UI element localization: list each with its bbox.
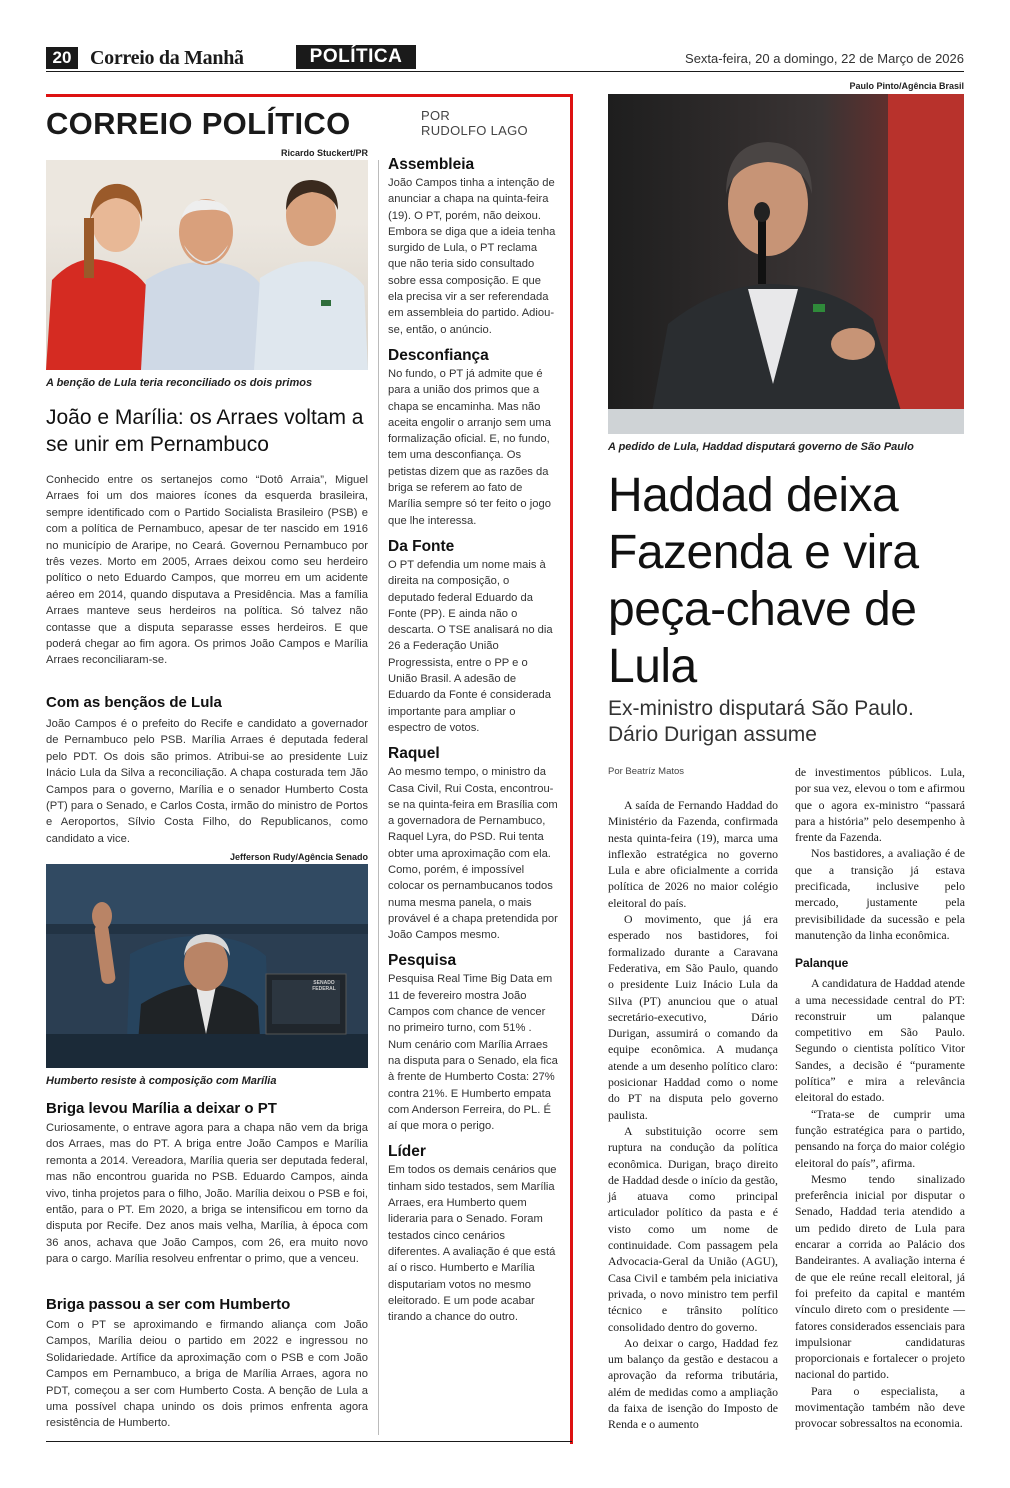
feature-headline: Haddad deixa Fazenda e vira peça-chave de Lula bbox=[608, 469, 919, 693]
photo2-credit: Jefferson Rudy/Agência Senado bbox=[229, 852, 368, 862]
paragraph: Nos bastidores, a avaliação é de que a transição já estava precificada, inclusive pelo mercado, justamente pela previsibilidade da sucessão e pela manutenção da linha econômica. bbox=[795, 846, 965, 942]
subhead-briga-humberto: Briga passou a ser com Humberto bbox=[46, 1296, 291, 1313]
subhead-briga-pt: Briga levou Marília a deixar o PT bbox=[46, 1100, 277, 1117]
main-intro: Conhecido entre os sertanejos como “Dotô Arraia”, Miguel Arraes foi um dos maiores ícones da esquerda brasileira, sempre identificado com o Partido Socialista Brasileiro (PSB) e com a política de Pernambuco, apesar de ter nascido em 1916 no município de Araripe, no Ceará. Governou Pernambuco por três vezes. Morto em 2005, Arraes deixou como seu herdeiro político o neto Eduardo Campos, que morreu em um acidente aéreo em 2014, quando disputava a Presidência. Mas a família Arraes manteve seus herdeiros na política. Só talvez não contasse que a disputa separasse esses herdeiros. E que poderá chegar ao fim agora. Os primos João Campos e Marília Arraes reconciliaram-se. bbox=[46, 474, 368, 667]
photo-humberto-senate bbox=[46, 864, 368, 1068]
column-byline bbox=[421, 108, 528, 138]
header-date: Sexta-feira, 20 a domingo, 22 de Março de 2026 bbox=[685, 51, 964, 66]
note-title: Desconfiança bbox=[388, 346, 489, 364]
paragraph: Para o especialista, a movimentação também não deve provocar sobressaltos na economia. bbox=[795, 1383, 965, 1431]
note-pesquisa bbox=[388, 951, 558, 1134]
text-briga-humberto: Com o PT se aproximando e firmando aliança com João Campos, Marília deiou o partido em 2022 e ingressou no Solidariedade. Artífice da aproximação com o PSB e com João Campos em Pernambuco, a briga de Marília Arraes, agora no PDT, começou a ser com Humberto Costa. A benção de Lula a uma possível chapa unindo os dois primos enfrenta agora resistência de Humberto. bbox=[46, 1319, 368, 1430]
senate-nameplate: SENADO FEDERAL bbox=[312, 980, 336, 992]
column-red-side-rule bbox=[570, 94, 573, 1444]
paragraph: Mesmo tendo sinalizado preferência inicial por disputar o Senado, Haddad teria atendido a um pedido direto de Lula para encarar a corrida ao Palácio dos Bandeirantes. A avaliação interna é de que ele reúne recall eleitoral, já foi prefeito da capital e mantém vínculo direto com o presidente — fatores considerados essenciais para impulsionar candidaturas proporcionais e fortalecer o projeto nacional do partido. bbox=[795, 1171, 966, 1382]
notes-column bbox=[388, 155, 558, 1325]
feature-byline: Por Beatríz Matos bbox=[608, 766, 685, 777]
note-title: Líder bbox=[388, 1143, 426, 1161]
feature-column-2 bbox=[795, 764, 965, 1432]
page-number: 20 bbox=[46, 47, 78, 69]
paragraph: O movimento, que já era esperado nos bastidores, foi formalizado durante a Caravana Federativa, em São Paulo, quando o presidente Luiz Inácio Lula da Silva (PT) anunciou que o atual secretário-executivo, Dário Durigan, assumirá o comando da equipe econômica. A mudança atende a um desenho político claro: posicionar Haddad como o nome do PT na disputa pelo governo paulista. bbox=[608, 912, 778, 1122]
photo-lula-and-cousins-illustration bbox=[46, 160, 368, 370]
photo-humberto-senate-illustration bbox=[46, 864, 368, 1068]
section-tag: POLÍTICA bbox=[296, 45, 416, 69]
note-assembleia bbox=[388, 155, 558, 338]
note-raquel bbox=[388, 744, 558, 943]
column-title: CORREIO POLÍTICO bbox=[46, 106, 351, 141]
paragraph: Ao deixar o cargo, Haddad fez um balanço da gestão e destacou a aprovação da reforma tributária, além de medidas como a ampliação da faixa de isenção do Imposto de Renda e o aumento bbox=[608, 1335, 778, 1432]
feature-column-1 bbox=[608, 797, 778, 1433]
paragraph: A saída de Fernando Haddad do Ministério da Fazenda, confirmada nesta quinta-feira (19), marca uma inflexão estratégica no governo Lula e abre oficialmente a corrida política de 2026 no maior colégio eleitoral do país. bbox=[608, 798, 778, 910]
note-title: Assembleia bbox=[388, 156, 475, 173]
note-da-fonte bbox=[388, 537, 558, 736]
subhead-bencaos: Com as bençãos de Lula bbox=[46, 694, 222, 711]
note-text: Em todos os demais cenários que tinham sido testados, sem Marília Arraes, era Humberto quem lideraria para o Senado. Foram testados cinco cenários diferentes. A avaliação é que está aí o risco. Humberto e Marília disputariam votos no mesmo eleitorado. E um pode acabar tirando a chance do outro. bbox=[388, 1164, 557, 1324]
note-text: Ao mesmo tempo, o ministro da Casa Civil, Rui Costa, encontrou-se na quinta-feira em Brasília com a governadora de Pernambuco, Raquel Lyra, do PSD. Rui tenta obter uma aproximação com ela. Como, porém, é impossível colocar os pernambucanos todos numa mesma panela, o mais provável é a chapa pretendida por João Campos mesmo. bbox=[388, 766, 558, 942]
photo-haddad-illustration bbox=[608, 94, 964, 434]
text-briga-pt: Curiosamente, o entrave agora para a chapa não vem da briga dos Arraes, mas do PT. A briga entre João Campos e Marília remonta a 2014. Vereadora, Marília queria ser deputada federal, mas não encontrou guarida no PSB. Eduardo Campos, ainda vivo, tinha projetos para o filho, João. Marília deixou o PSB e foi, então, para o PT. Em 2020, a briga se intensificou em torno da disputa por Recife. Dez anos mais velha, Marília, à época com 36 anos, achava que João Campos, com 26, era muito novo para o cargo. Marília resolveu enfrentar o primo, que a venceu. bbox=[46, 1122, 368, 1266]
note-title: Da Fonte bbox=[388, 537, 455, 555]
column-divider bbox=[378, 160, 379, 1435]
photo-haddad bbox=[608, 94, 964, 434]
paragraph: A candidatura de Haddad atende a uma necessidade central do PT: reconstruir um palanque competitivo em São Paulo. Segundo o cientista político Vitor Sandes, a decisão é “puramente política” e mira a relevância eleitoral do estado. bbox=[795, 976, 965, 1105]
note-text: No fundo, o PT já admite que é para a união dos primos que a chapa se encaminha. Mas não aceita engolir o arranjo sem uma formalização oficial. E, no fundo, tem uma desconfiança. Os petistas dizem que as razões da briga se referem ao fato de Marília sempre só ter feito o jogo que lhe interessa. bbox=[388, 367, 551, 527]
feature-subhead: Palanque bbox=[795, 956, 849, 971]
feature-deck: Ex-ministro disputará São Paulo. Dário Durigan assume bbox=[608, 697, 914, 746]
paragraph: A substituição ocorre sem ruptura na condução da política econômica. Durigan, braço direito de Haddad desde o início da gestão, já atuava como principal articulador político da pasta e é visto como um nome de continuidade. Com passagem pela Advocacia-Geral da União (AGU), Casa Civil e também pela iniciativa privada, o novo ministro tem perfil técnico e trânsito político consolidado dentro do governo. bbox=[608, 1123, 778, 1334]
note-title: Pesquisa bbox=[388, 952, 457, 970]
header-rule bbox=[46, 71, 964, 72]
paragraph: de investimentos públicos. Lula, por sua vez, elevou o tom e afirmou que o agora ex-ministro “passará para a história” pelo desempenho à frente da Fazenda. bbox=[795, 765, 965, 845]
photo3-credit: Paulo Pinto/Agência Brasil bbox=[849, 81, 964, 91]
photo2-caption: Humberto resiste à composição com Marília bbox=[46, 1075, 277, 1087]
column-red-top-rule bbox=[46, 94, 572, 97]
photo-lula-and-cousins bbox=[46, 160, 368, 370]
column-bottom-rule bbox=[46, 1441, 572, 1442]
photo3-caption: A pedido de Lula, Haddad disputará governo de São Paulo bbox=[608, 441, 914, 453]
photo1-credit: Ricardo Stuckert/PR bbox=[280, 148, 368, 158]
note-text: Pesquisa Real Time Big Data em 11 de fevereiro mostra João Campos com chance de vencer no primeiro turno, com 51% . Num cenário com Marília Arraes na disputa para o Senado, ela fica à frente de Humberto Costa: 27% contra 21%. E Humberto empata com Anderson Ferreira, do PL. É aí que mora o perigo. bbox=[388, 973, 558, 1133]
masthead: Correio da Manhã bbox=[90, 47, 244, 69]
column-byline-label: POR bbox=[421, 108, 451, 123]
column-byline-name: RUDOLFO LAGO bbox=[421, 123, 528, 138]
note-title: Raquel bbox=[388, 745, 440, 763]
text-bencaos: João Campos é o prefeito do Recife e candidato a governador de Pernambuco pelo PSB. Marília Arraes é deputada federal pelo PDT. Os dois são primos. Atribui-se ao presidente Luiz Inácio Lula da Silva a reconciliação. A chapa costurada tem Jão Campos para o governo, Marília e o senador Humberto Costa (PT) para o Senado, e Carlos Costa, irmão do ministro de Portos e Aeroportos, Sílvio Costa Filho, do Republicanos, como candidato a vice. bbox=[46, 718, 368, 845]
note-text: O PT defendia um nome mais à direita na composição, o deputado federal Eduardo da Fonte (PP). E ainda não o descarta. O TSE analisará no dia 26 a Federação União Progressista, entre o PP e o União Brasil. A adesão de Eduardo da Fonte é considerada importante para ampliar o espectro de votos. bbox=[388, 558, 553, 734]
main-headline: João e Marília: os Arraes voltam a se unir em Pernambuco bbox=[46, 406, 364, 456]
photo1-caption: A benção de Lula teria reconciliado os dois primos bbox=[46, 377, 313, 389]
note-lider bbox=[388, 1142, 558, 1325]
note-text: João Campos tinha a intenção de anunciar a chapa na quinta-feira (19). O PT, porém, não deixou. Embora se diga que a ideia tenha surgido de Lula, o PT reclama que não teria sido consultado sobre essa composição. E que ela precisa vir a ser referendada em assembleia do partido. Adiou-se, então, o anúncio. bbox=[388, 177, 556, 336]
paragraph: “Trata-se de cumprir uma função estratégica para o partido, pensando na força do maior colégio eleitoral do país”, afirma. bbox=[795, 1106, 965, 1170]
note-desconfianca bbox=[388, 346, 558, 529]
